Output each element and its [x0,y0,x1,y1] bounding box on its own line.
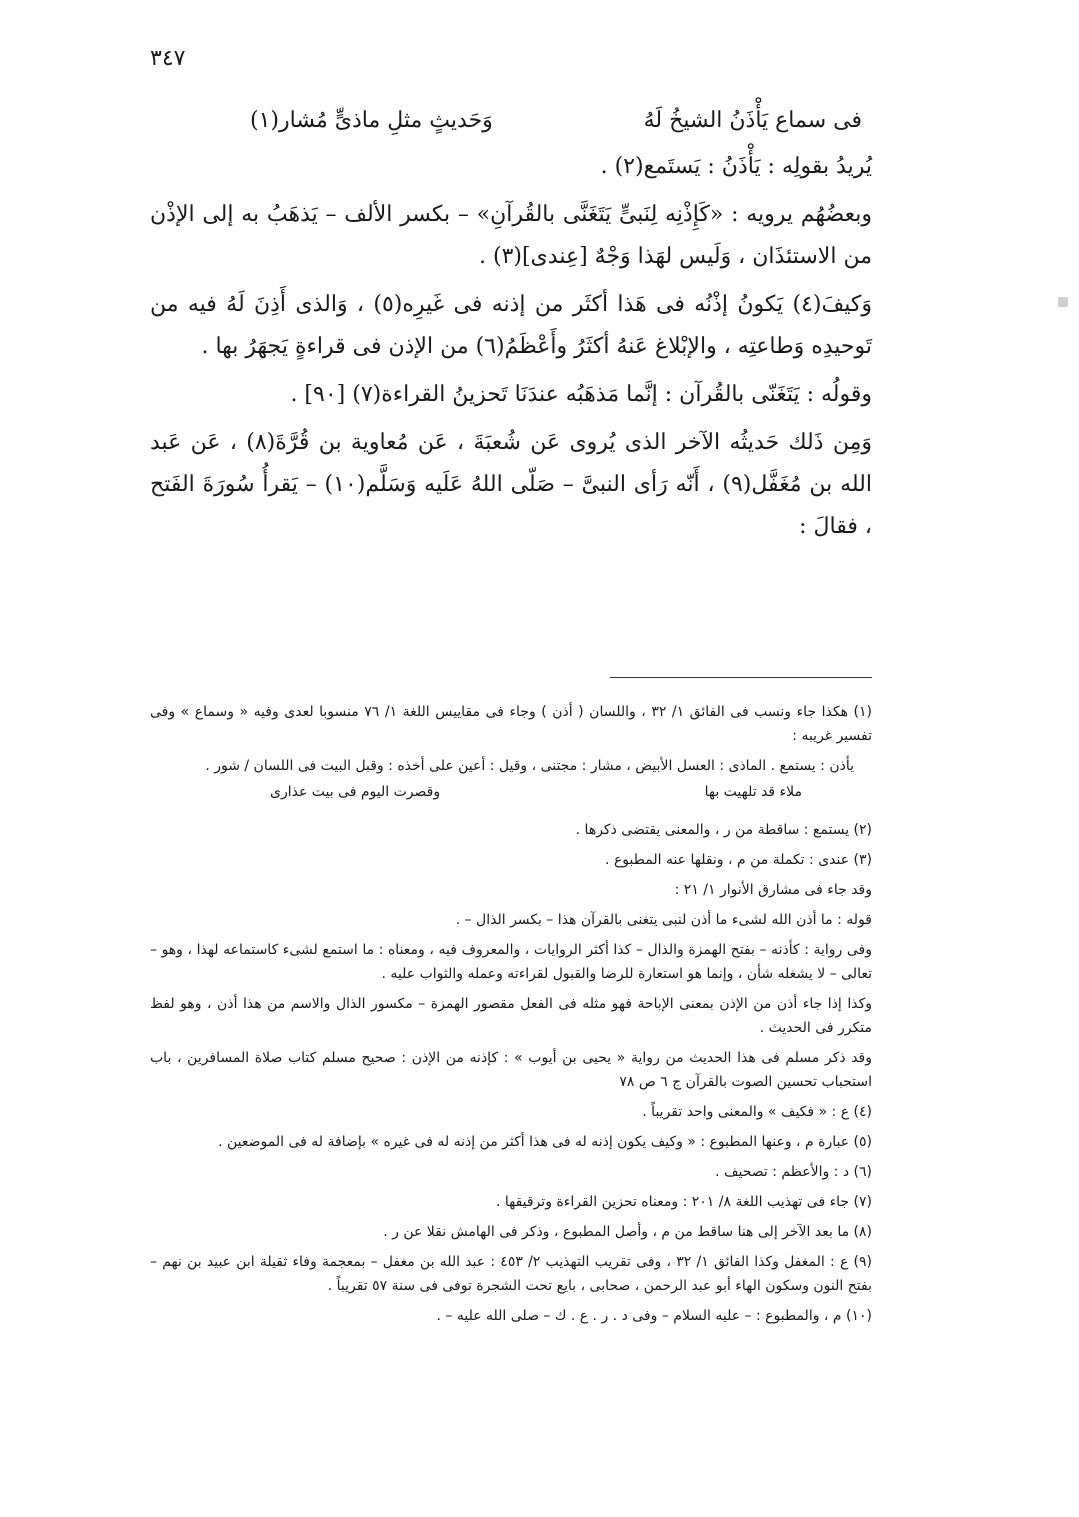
verse-second-hemistich: وَحَديثٍ مثلِ ماذىٍّ مُشار(١) [250,108,493,133]
footnote-couplet [150,784,872,810]
footnote-4: (٤) ع : « فكيف » والمعنى واحد تقريباً . [642,1104,872,1120]
main-text [150,100,872,554]
verse-line [150,100,872,146]
footnote-9: (٩) ع : المغفل وكذا الفائق ١/ ٣٢ ، وفى تقريب التهذيب ٢/ ٤٥٣ : عبد الله بن مغفل – بمعجمة وفاء ثقيلة ابن عبيد بن نهم – بفتح النون وسكون الهاء أبو عبد الرحمن ، صحابى ، بايع تحت الشجرة توفى فى سنة ٥٧ تقريباً . [150,1254,872,1294]
body-paragraph: وقولُه : يَتَغَنّى بالقُرآن : إنَّما مَذهَبُه عندَنَا تَحزينُ القراءة(٧) [٩٠] . [290,382,872,407]
footnote-3-muslim: وقد ذكر مسلم فى هذا الحديث من رواية « يحيى بن أيوب » : كإذنه من الإذن : صحيح مسلم كتاب صلاة المسافرين ، باب استحباب تحسين الصوت بالقرآن ج ٦ ص ٧٨ [150,1050,872,1090]
footnotes [150,700,872,1334]
footnote-1-definition: يأذن : يستمع . الماذى : العسل الأبيض ، مشار : مجتنى ، وقيل : أعين على أخذه : وقبل البيت فى اللسان / شور . [205,758,854,774]
footnote-10: (١٠) م ، والمطبوع : – عليه السلام – وفى د . ر . ع . ك – صلى الله عليه – . [436,1308,872,1324]
footnote-3-quote: قوله : ما أذن الله لشىء ما أذن لنبى يتغنى بالقرآن هذا – بكسر الذال – . [455,912,872,928]
couplet-first-hemistich: ملاء قد تلهيت بها [704,784,802,800]
footnote-2: (٢) يستمع : ساقطة من ر ، والمعنى يقتضى ذكرها . [575,822,872,838]
body-paragraph: وَكيفَ(٤) يَكونُ إذْنُه فى هَذا أكثَر من إذنه فى غَيرِه(٥) ، وَالذى أَذِنَ لَهُ فيه من تَوحيدِه وَطاعتِه ، والإبْلاغ عَنهُ أكثَرُ وأَعْظَمُ(٦) من الإذن فى قراءةٍ يَجهَرُ بها . [150,292,872,359]
page-number: ٣٤٧ [150,46,186,71]
footnote-5: (٥) عبارة م ، وعنها المطبوع : « وكيف يكون إذنه له فى هذا أكثر من إذنه له فى غيره » بإضافة له فى الموضعين . [218,1134,872,1150]
footnote-6: (٦) د : والأعظم : تصحيف . [715,1164,872,1180]
verse-first-hemistich: فى سماع يَأْذَنُ الشيخُ لَهُ [643,108,862,133]
scan-mark [1058,297,1068,307]
footnote-8: (٨) ما بعد الآخر إلى هنا ساقط من م ، وأصل المطبوع ، وذكر فى الهامش نقلا عن ر . [383,1224,872,1240]
footnote-3: (٣) عندى : تكملة من م ، ونقلها عنه المطبوع . [605,852,872,868]
footnote-3-riwaya: وفى رواية : كأذنه – بفتح الهمزة والذال – كذا أكثر الروايات ، والمعروف فيه ، ومعناه : ما استمع لشىء كاستماعه لهذا ، وهو – تعالى – لا يشغله شأن ، وإنما هو استعارة للرضا والقبول لقراءته وعمله والثواب عليه . [150,942,872,982]
footnote-1: (١) هكذا جاء ونسب فى الفائق ١/ ٣٢ ، واللسان ( أذن ) وجاء فى مقاييس اللغة ١/ ٧٦ منسوبا لعدى وفيه « وسماع » وفى تفسير غريبه : [150,704,872,744]
body-paragraph: وبعضُهُم يرويه : «كَإِذْنِه لِنَبىٍّ يَتَغَنَّى بالقُرآنِ» – بكسر الألف – يَذهَبُ به إلى الإذْن من الاستئذَان ، وَلَيس لهَذا وَجْهٌ [عِندى](٣) . [150,202,872,269]
footnote-separator [610,677,872,678]
footnote-7: (٧) جاء فى تهذيب اللغة ٨/ ٢٠١ : ومعناه تحزين القراءة وترقيقها . [495,1194,872,1210]
couplet-second-hemistich: وقصرت اليوم فى بيت عذارى [270,784,441,800]
body-paragraph: يُريدُ بقولِه : يَأْذَنُ : يَستَمع(٢) . [600,154,872,179]
footnote-3-source: وقد جاء فى مشارق الأنوار ١/ ٢١ : [674,882,872,898]
footnote-3-ibaha: وكذا إذا جاء أذن من الإذن بمعنى الإباحة فهو مثله فى الفعل مقصور الهمزة – مكسور الذال والاسم من هذا أذن ، وهو لفظ متكرر فى الحديث . [150,996,872,1036]
body-paragraph: وَمِن ذَلك حَديثُه الآخر الذى يُروى عَن شُعبَةَ ، عَن مُعاوية بن قُرَّةَ(٨) ، عَن عَبد الله بن مُغَفَّل(٩) ، أَنّه رَأى النبىَّ – صَلّى اللهُ عَلَيه وَسَلَّم(١٠) – يَقرأُ سُورَةَ الفَتح ، فقالَ : [150,430,872,539]
